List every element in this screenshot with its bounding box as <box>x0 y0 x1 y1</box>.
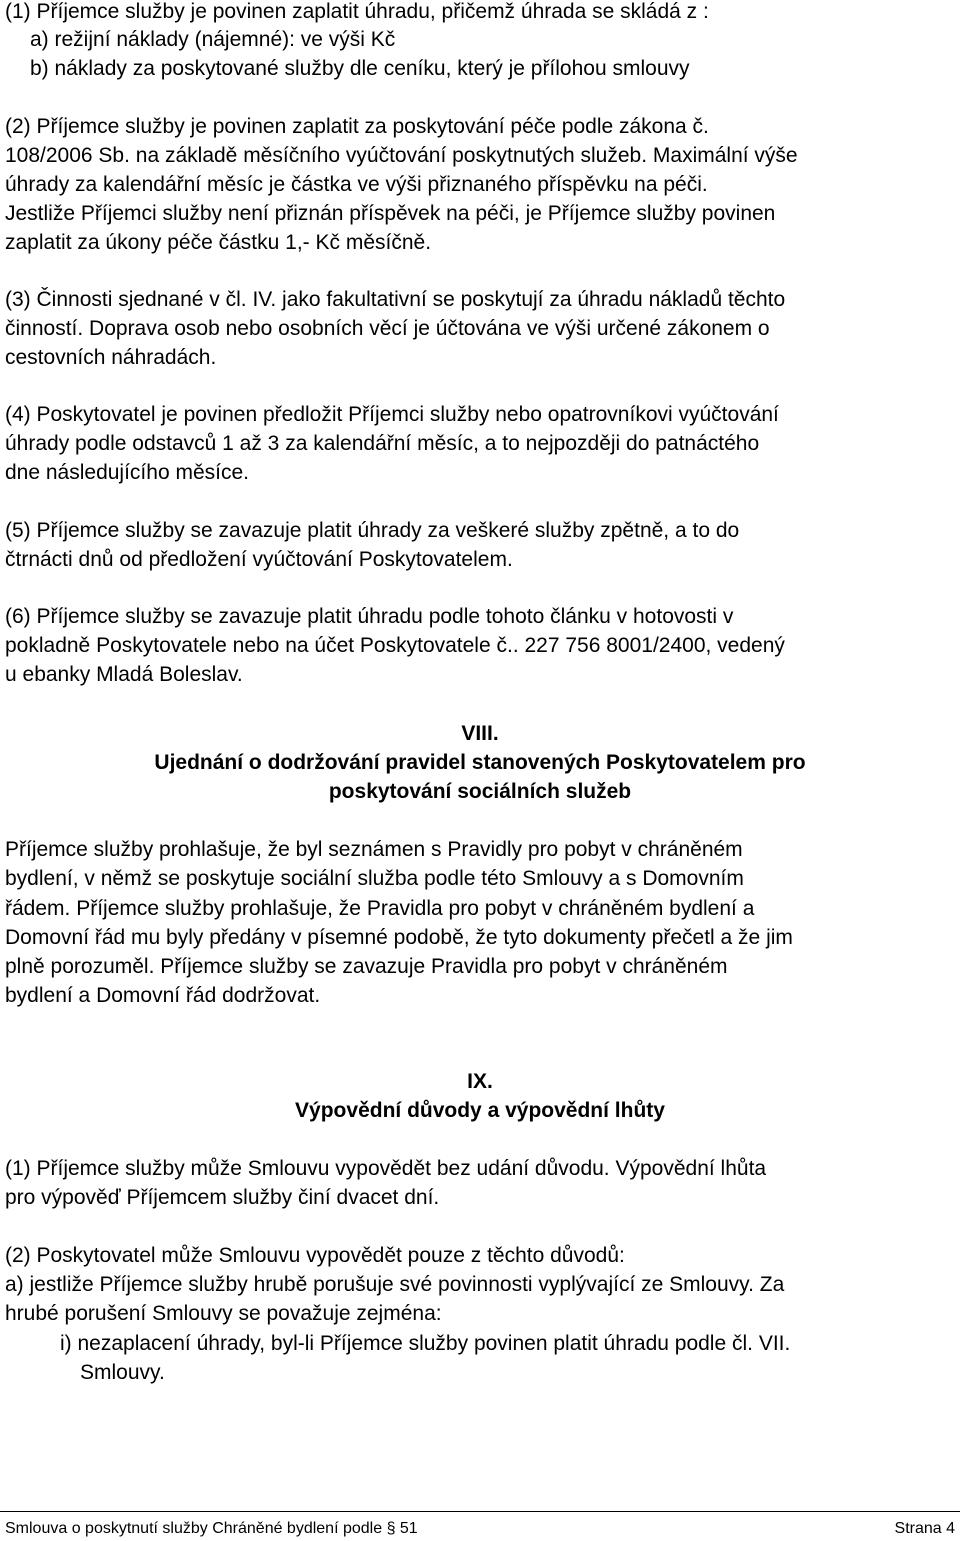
paragraph-line: (1) Příjemce služby je povinen zaplatit úhradu, přičemž úhrada se skládá z : <box>5 0 709 23</box>
section-heading: poskytování sociálních služeb <box>328 780 632 803</box>
section-number: IX. <box>467 1070 493 1093</box>
section-heading: Ujednání o dodržování pravidel stanovených Poskytovatelem pro <box>154 751 806 774</box>
paragraph-line: u ebanky Mladá Boleslav. <box>5 663 243 686</box>
section-number: VIII. <box>461 722 499 745</box>
paragraph-line: (2) Poskytovatel může Smlouvu vypovědět pouze z těchto důvodů: <box>5 1244 625 1267</box>
paragraph-line: (1) Příjemce služby může Smlouvu vypovědět bez udání důvodu. Výpovědní lhůta <box>5 1157 767 1180</box>
paragraph-line: úhrady za kalendářní měsíc je částka ve výši přiznaného příspěvku na péči. <box>5 173 708 196</box>
paragraph-line: Příjemce služby prohlašuje, že byl seznámen s Pravidly pro pobyt v chráněném <box>5 838 743 861</box>
list-item-a: a) režijní náklady (nájemné): ve výši Kč <box>30 28 396 51</box>
paragraph-line: hrubé porušení Smlouvy se považuje zejména: <box>5 1302 442 1325</box>
paragraph-line: (3) Činnosti sjednané v čl. IV. jako fakultativní se poskytují za úhradu nákladů těchto <box>5 288 786 311</box>
paragraph-line: bydlení a Domovní řád dodržovat. <box>5 984 321 1007</box>
paragraph-line: dne následujícího měsíce. <box>5 461 249 484</box>
paragraph-line: úhrady podle odstavců 1 až 3 za kalendářní měsíc, a to nejpozději do patnáctého <box>5 432 760 455</box>
paragraph-line: cestovních náhradách. <box>5 346 217 369</box>
footer-divider <box>0 1511 960 1512</box>
paragraph-line: Jestliže Příjemci služby není přiznán příspěvek na péči, je Příjemce služby povinen <box>5 202 776 225</box>
paragraph-line: Domovní řád mu byly předány v písemné podobě, že tyto dokumenty přečetl a že jim <box>5 926 793 949</box>
paragraph-line: (6) Příjemce služby se zavazuje platit úhradu podle tohoto článku v hotovosti v <box>5 605 734 628</box>
paragraph-line: plně porozuměl. Příjemce služby se zavazuje Pravidla pro pobyt v chráněném <box>5 955 728 978</box>
paragraph-line: činností. Doprava osob nebo osobních věcí je účtována ve výši určené zákonem o <box>5 317 770 340</box>
paragraph-line: čtrnácti dnů od předložení vyúčtování Poskytovatelem. <box>5 548 513 571</box>
paragraph-line: (5) Příjemce služby se zavazuje platit úhrady za veškeré služby zpětně, a to do <box>5 519 740 542</box>
paragraph-line: řádem. Příjemce služby prohlašuje, že Pravidla pro pobyt v chráněném bydlení a <box>5 897 755 920</box>
paragraph-line: zaplatit za úkony péče částku 1,- Kč měsíčně. <box>5 231 432 254</box>
paragraph-line: (4) Poskytovatel je povinen předložit Příjemci služby nebo opatrovníkovi vyúčtování <box>5 403 779 426</box>
footer-page-number: Strana 4 <box>894 1520 955 1537</box>
paragraph-line: pro výpověď Příjemcem služby činí dvacet dní. <box>5 1186 440 1209</box>
paragraph-line: bydlení, v němž se poskytuje sociální služba podle této Smlouvy a s Domovním <box>5 867 744 890</box>
paragraph-line: pokladně Poskytovatele nebo na účet Poskytovatele č.. 227 756 8001/2400, vedený <box>5 634 785 657</box>
list-item-i-continued: Smlouvy. <box>80 1361 165 1384</box>
list-item-b: b) náklady za poskytované služby dle ceníku, který je přílohou smlouvy <box>30 57 690 80</box>
paragraph-line: a) jestliže Příjemce služby hrubě porušuje své povinnosti vyplývající ze Smlouvy. Za <box>5 1273 785 1296</box>
footer-document-title: Smlouva o poskytnutí služby Chráněné bydlení podle § 51 <box>5 1520 418 1537</box>
list-item-i: i) nezaplacení úhrady, byl-li Příjemce služby povinen platit úhradu podle čl. VII. <box>60 1332 791 1355</box>
section-heading: Výpovědní důvody a výpovědní lhůty <box>295 1099 665 1122</box>
paragraph-line: (2) Příjemce služby je povinen zaplatit za poskytování péče podle zákona č. <box>5 115 709 138</box>
paragraph-line: 108/2006 Sb. na základě měsíčního vyúčtování poskytnutých služeb. Maximální výše <box>5 144 798 167</box>
